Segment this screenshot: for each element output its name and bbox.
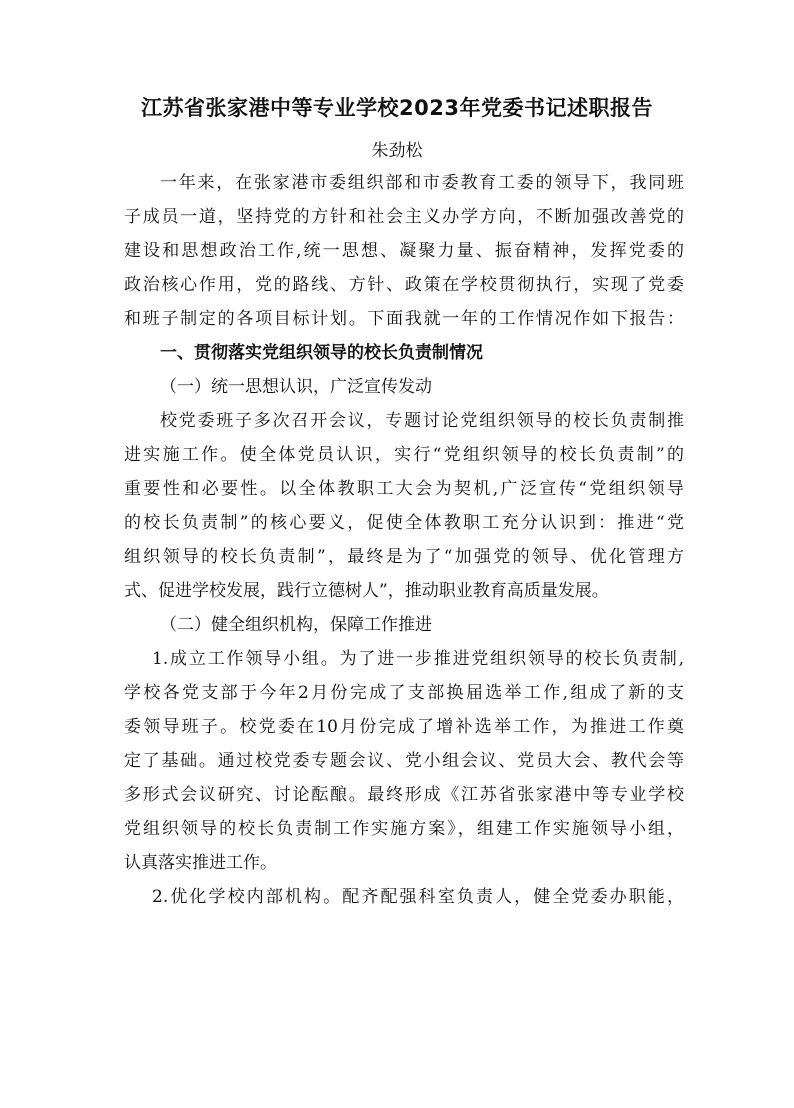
paragraph-line: 政治核心作用，党的路线、方针、政策在学校贯彻执行，实现了党委 [124, 275, 684, 295]
paragraph-line: 子成员一道，坚持党的方针和社会主义办学方向，不断加强改善党的 [124, 207, 684, 227]
subsection-heading: （二）健全组织机构，保障工作推进 [160, 615, 432, 635]
section-heading: 一、贯彻落实党组织领导的校长负责制情况 [160, 343, 483, 363]
paragraph-line: 一年来，在张家港市委组织部和市委教育工委的领导下，我同班 [160, 173, 684, 193]
paragraph-line: 和班子制定的各项目标计划。下面我就一年的工作情况作如下报告： [124, 309, 684, 329]
paragraph-line: 委领导班子。校党委在10月份完成了增补选举工作，为推进工作奠 [124, 717, 684, 737]
paragraph-line: 式、促进学校发展，践行立德树人”，推动职业教育高质量发展。 [124, 581, 609, 601]
paragraph-line: 党组织领导的校长负责制工作实施方案》，组建工作实施领导小组， [124, 819, 684, 839]
subsection-heading: （一）统一思想认识，广泛宣传发动 [160, 377, 432, 397]
paragraph-line: 定了基础。通过校党委专题会议、党小组会议、党员大会、教代会等 [124, 751, 684, 771]
paragraph-line: 的校长负责制”的核心要义，促使全体教职工充分认识到：推进“党 [124, 513, 684, 533]
report-title: 江苏省张家港中等专业学校2023年党委书记述职报告 [141, 96, 653, 120]
paragraph-line: 校党委班子多次召开会议，专题讨论党组织领导的校长负责制推 [160, 411, 684, 431]
paragraph-line: 建设和思想政治工作,统一思想、凝聚力量、振奋精神，发挥党委的 [124, 241, 684, 261]
paragraph-line: 组织领导的校长负责制”，最终是为了“加强党的领导、优化管理方 [124, 547, 684, 567]
paragraph-line: 进实施工作。使全体党员认识，实行“党组织领导的校长负责制”的 [124, 445, 684, 465]
paragraph-line: 学校各党支部于今年2月份完成了支部换届选举工作,组成了新的支 [124, 683, 684, 703]
report-body [124, 166, 684, 914]
paragraph-line: 认真落实推进工作。 [124, 853, 277, 873]
author-name: 朱劲松 [371, 141, 423, 161]
paragraph-line: 2.优化学校内部机构。配齐配强科室负责人，健全党委办职能， [152, 887, 684, 907]
paragraph-line: 1.成立工作领导小组。为了进一步推进党组织领导的校长负责制, [152, 649, 684, 669]
paragraph-line: 重要性和必要性。以全体教职工大会为契机,广泛宣传“党组织领导 [124, 479, 684, 499]
paragraph-line: 多形式会议研究、讨论酝酿。最终形成《江苏省张家港中等专业学校 [124, 785, 684, 805]
